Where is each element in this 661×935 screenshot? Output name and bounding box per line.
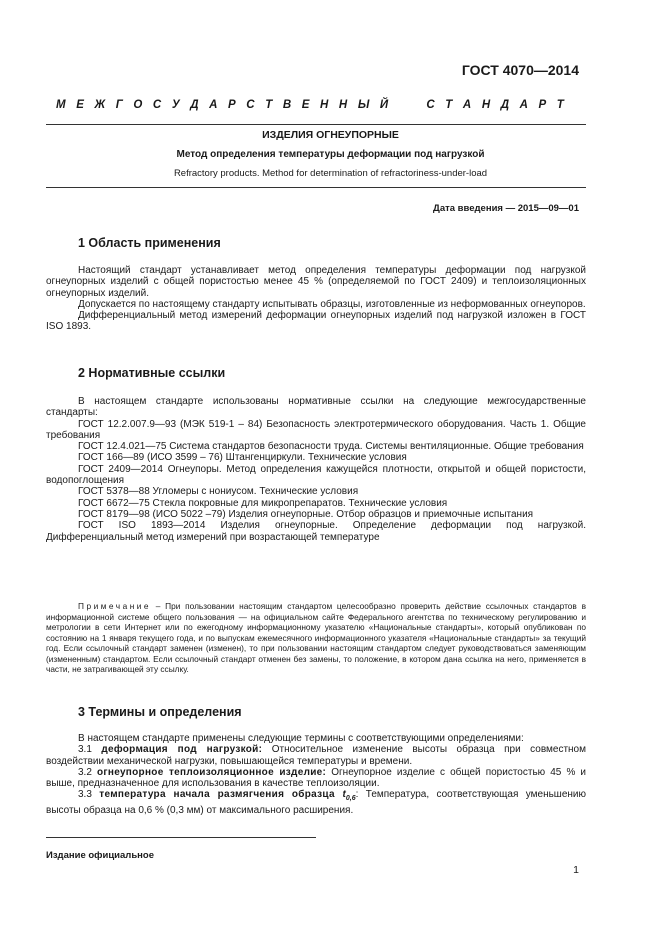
banner-letter: О (133, 99, 143, 111)
banner-letter: Н (481, 99, 491, 111)
standard-code: ГОСТ 4070—2014 (461, 62, 579, 78)
introduction-date: Дата введения — 2015—09—01 (433, 203, 579, 214)
reference-item: ГОСТ 12.2.007.9—93 (МЭК 519-1 – 84) Безопасность электротермического оборудования. Часть 1. Общие требования (46, 418, 586, 441)
section-2-note (46, 601, 586, 675)
reference-item: ГОСТ 12.4.021—75 Система стандартов безопасности труда. Системы вентиляционные. Общие требования (78, 441, 584, 453)
note-label: Примечание (78, 601, 152, 611)
term-number: 3.1 (78, 744, 102, 756)
term-definition-1 (46, 744, 586, 767)
banner-letter: Ы (357, 99, 370, 111)
banner-letter: Е (76, 99, 84, 111)
reference-item: ГОСТ ISO 1893—2014 Изделия огнеупорные. Определение деформации под нагрузкой. Дифференциальный метод измерений при возрастающей температуре (46, 520, 586, 543)
banner-letter: А (209, 99, 218, 111)
section-2-intro: В настоящем стандарте использованы нормативные ссылки на следующие межгосударственные стандарты: (46, 396, 586, 419)
term-name: деформация под нагрузкой: (101, 744, 263, 756)
section-2-body (46, 396, 586, 543)
banner-letter: Й (379, 99, 389, 111)
banner-letter: Р (538, 99, 547, 111)
banner-letter: В (282, 99, 292, 111)
banner-letter: Т (445, 99, 453, 111)
banner-letter: А (519, 99, 528, 111)
section-3-intro: В настоящем стандарте применены следующие термины с соответствующими определениями: (78, 733, 524, 744)
interstate-standard-banner (56, 99, 564, 111)
page-number: 1 (573, 864, 579, 876)
term-definition-2 (46, 767, 586, 790)
term-name: температура начала размягчения образца (99, 789, 343, 801)
banner-letter (413, 99, 416, 111)
banner-letter: Г (115, 99, 123, 111)
section-1-paragraph: Дифференциальный метод измерений деформации огнеупорных изделий под нагрузкой изложен в ГОСТ ISO 1893. (46, 310, 586, 333)
section-3-body (46, 733, 586, 816)
note-text: – При пользовании настоящим стандартом целесообразно проверить действие ссылочных стандартов в информационной системе общего пользования — на официальном сайте Федерального агентства по техническому регулированию и метрологии в сети Интернет или по ежегодному информационному указателю «Национальные стандарты», который опубликован по состоянию на 1 января текущего года, и по выпускам ежемесячного информационного указателя «Национальные стандарты» за текущий год. Если ссылочный стандарт заменен (изменен), то при пользовании настоящим стандартом следует руководствоваться заменяющим (измененным) стандартом. Если ссылочный стандарт отменен без замены, то положение, в котором дана ссылка на него, применяется в части, не затрагивающей эту ссылку. (46, 601, 586, 674)
term-symbol-subscript: 0,6 (345, 795, 356, 803)
section-1-paragraph: Допускается по настоящему стандарту испытывать образцы, изготовленные из неформованных огнеупоров. (78, 298, 586, 310)
term-definition: : Температура, соответствующая уменьшению высоты образца на 0,6 % (0,3 мм) от максимального расширения. (46, 789, 586, 816)
term-definition: Относительное изменение высоты образца при совместном воздействии механической нагрузки, повышающейся температуры и времени. (46, 744, 586, 767)
section-3-heading: 3 Термины и определения (78, 705, 242, 719)
banner-letter: Р (228, 99, 236, 111)
banner-letter: Д (190, 99, 199, 111)
reference-item: ГОСТ 166—89 (ИСО 3599 – 76) Штангенциркули. Технические условия (78, 452, 407, 464)
section-1-paragraph: Настоящий стандарт устанавливает метод определения температуры деформации под нагрузкой огнеупорных изделий с общей пористостью менее 45 % (определяемой по ГОСТ 2409) и теплоизоляционных огнеупорных изделий. (46, 265, 586, 299)
banner-letter: С (426, 99, 435, 111)
banner-letter: У (171, 99, 180, 111)
document-title: ИЗДЕЛИЯ ОГНЕУПОРНЫЕ (262, 129, 399, 141)
document-subtitle: Метод определения температуры деформации под нагрузкой (176, 149, 485, 160)
banner-letter: Н (338, 99, 348, 111)
banner-letter: Е (301, 99, 310, 111)
official-edition-label: Издание официальное (46, 850, 154, 861)
term-symbol: t (342, 789, 346, 801)
reference-item: ГОСТ 6672—75 Стекла покровные для микропрепаратов. Технические условия (78, 497, 448, 509)
section-2-heading: 2 Нормативные ссылки (78, 366, 226, 380)
term-definition: Огнеупорное изделие с общей пористостью 45 % и выше, предназначенное для использования в качестве теплоизоляции. (46, 766, 587, 790)
title-rule-bottom (46, 187, 586, 188)
section-1-body (46, 265, 586, 333)
banner-letter: Н (320, 99, 329, 111)
document-title-english: Refractory products. Method for determination of refractoriness-under-load (173, 168, 488, 179)
banner-letter: Д (500, 99, 510, 111)
reference-item: ГОСТ 2409—2014 Огнеупоры. Метод определения кажущейся плотности, открытой и общей пористости, водопоглощения (46, 463, 586, 487)
banner-letter: М (56, 99, 66, 111)
reference-item: ГОСТ 8179—98 (ИСО 5022 –79) Изделия огнеупорные. Отбор образцов и приемочные испытания (78, 508, 534, 520)
reference-item: ГОСТ 5378—88 Угломеры с нониусом. Технические условия (78, 486, 359, 498)
banner-letter: Т (265, 99, 273, 111)
term-number: 3.2 (78, 766, 97, 778)
banner-letter (399, 99, 402, 111)
banner-letter: С (152, 99, 162, 111)
term-number: 3.3 (78, 789, 100, 801)
term-definition-3 (46, 789, 586, 816)
term-name: огнеупорное теплоизоляционное изделие: (97, 766, 327, 778)
title-rule-top (46, 124, 586, 125)
banner-letter: Ж (94, 99, 106, 111)
banner-letter: Т (556, 99, 564, 111)
footer-rule (46, 837, 316, 838)
section-1-heading: 1 Область применения (78, 236, 221, 250)
banner-letter: А (462, 99, 472, 111)
banner-letter: С (246, 99, 255, 111)
